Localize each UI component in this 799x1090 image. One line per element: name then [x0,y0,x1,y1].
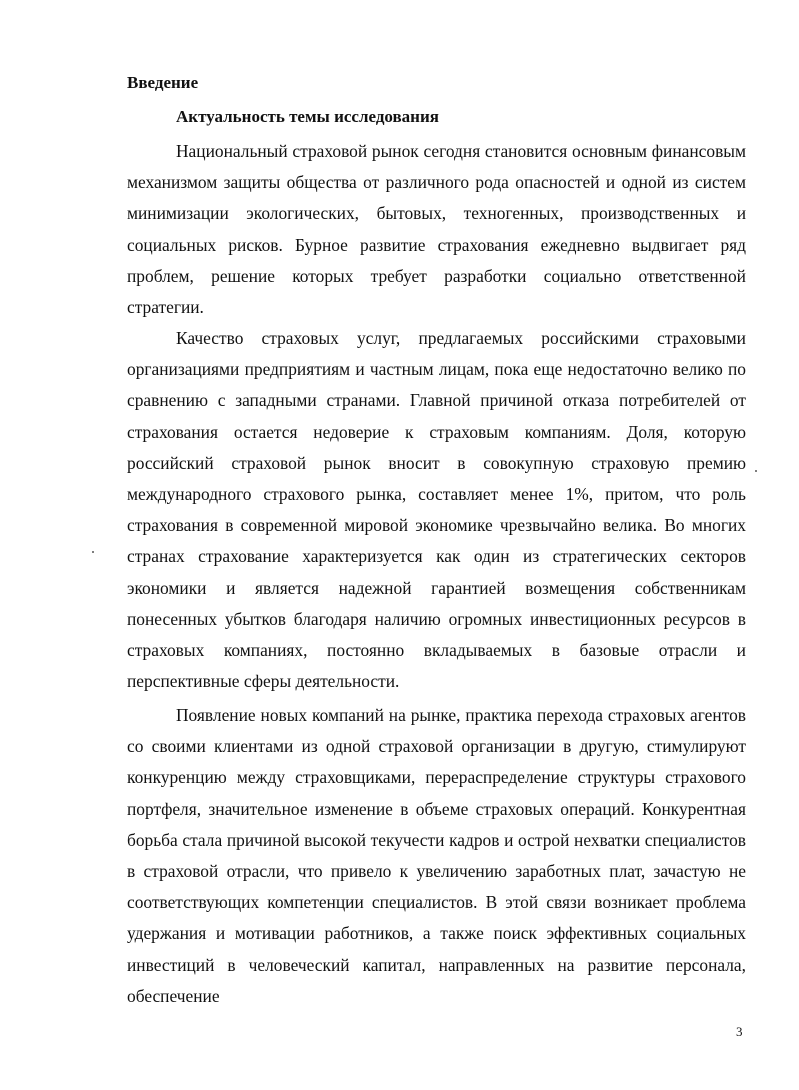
paragraph-3: Появление новых компаний на рынке, практика перехода страховых агентов со своими клиентами из одной страховой организации в другую, стимулируют конкуренцию между страховщиками, перераспределение структуры страхового портфеля, значительное изменение в объеме страховых операций. Конкурентная борьба стала причиной высокой текучести кадров и острой нехватки специалистов в страховой отрасли, что привело к увеличению заработных плат, зачастую не соответствующих компетенции специалистов. В этой связи возникает проблема удержания и мотивации работников, а также поиск эффективных социальных инвестиций в человеческий капитал, направленных на развитие персонала, обеспечение [127,705,746,1006]
section-subheading: Актуальность темы исследования [176,107,439,126]
page-number: 3 [736,1024,743,1039]
scan-speck [755,470,757,472]
paragraph-1: Национальный страховой рынок сегодня становится основным финансовым механизмом защиты общества от различного рода опасностей и одной из систем минимизации экологических, бытовых, техногенных, производственных и социальных рисков. Бурное развитие страхования ежедневно выдвигает ряд проблем, решение которых требует разработки социально ответственной стратегии. [127,141,746,318]
section-heading: Введение [127,73,199,92]
paragraph-2: Качество страховых услуг, предлагаемых российскими страховыми организациями предприятиям и частным лицам, пока еще недостаточно велико по сравнению с западными странами. Главной причиной отказа потребителей от страхования остается недоверие к страховым компаниям. Доля, которую российский страховой рынок вносит в совокупную страховую премию международного страхового рынка, составляет менее 1%, притом, что роль страхования в современной мировой экономике чрезвычайно велика. Во многих странах страхование характеризуется как один из стратегических секторов экономики и является надежной гарантией возмещения собственникам понесенных убытков благодаря наличию огромных инвестиционных ресурсов в страховых компаниях, постоянно вкладываемых в базовые отрасли и перспективные сферы деятельности. [127,328,746,692]
scan-speck [92,551,94,553]
